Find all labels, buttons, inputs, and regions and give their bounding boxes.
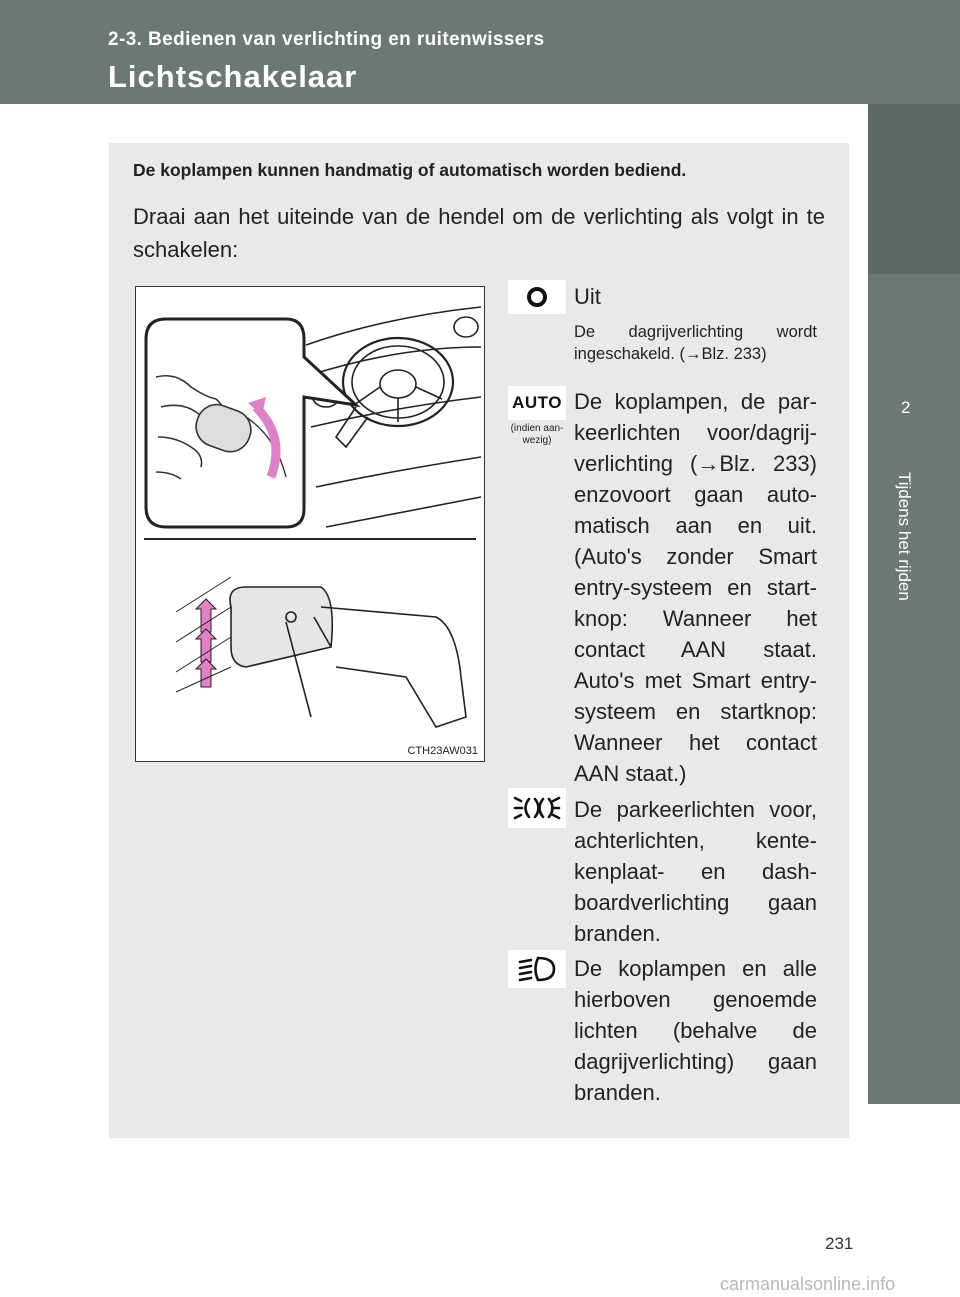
headlight-icon <box>516 954 558 984</box>
figure-code: CTH23AW031 <box>407 745 478 757</box>
light-switch-illustration <box>135 286 485 762</box>
parking-setting-description: De parkeerlichten voor, achterlichten, kente-kenplaat- en dash-boardverlichting gaan branden. <box>574 797 817 946</box>
intro-bold-text: De koplampen kunnen handmatig of automatisch worden bediend. <box>133 160 687 180</box>
parking-lights-icon <box>511 791 563 825</box>
chapter-side-tab-top <box>868 104 960 274</box>
auto-setting-description: De koplampen, de par-keerlichten voor/dagrij-verlichting (→Blz. 233) enzovoort gaan auto-matisch aan en uit. (Auto's zonder Smart entry-systeem en start-knop: Wanneer het contact AAN staat. Auto's met Smart entry-systeem en startknop: Wanneer het contact AAN staat.) <box>574 389 817 786</box>
page-title: Lichtschakelaar <box>108 59 358 94</box>
auto-setting-icon-note: (indien aan-wezig) <box>510 423 564 446</box>
watermark: carmanualsonline.info <box>720 1274 896 1294</box>
chapter-number: 2 <box>901 398 911 417</box>
off-icon <box>526 286 548 308</box>
intro-text: Draai aan het uiteinde van de hendel om de verlichting als volgt in te schakelen: <box>133 204 825 262</box>
page-header <box>0 0 960 104</box>
auto-icon: AUTO <box>512 393 562 412</box>
off-setting-icon-box <box>508 280 566 314</box>
headlight-setting-icon-box <box>508 950 566 988</box>
off-setting-title: Uit <box>574 284 601 309</box>
illustration-drawing <box>136 287 484 761</box>
section-label: 2-3. Bedienen van verlichting en ruitenwissers <box>108 29 545 50</box>
parking-setting-icon-box <box>508 788 566 828</box>
off-setting-note: De dagrijverlichting wordt ingeschakeld. (→Blz. 233) <box>574 323 817 363</box>
auto-setting-icon-box <box>508 386 566 420</box>
headlight-setting-description: De koplampen en alle hierboven genoemde lichten (behalve de dagrijverlichting) gaan branden. <box>574 956 817 1105</box>
chapter-label: Tijdens het rijden <box>895 472 914 601</box>
page-number: 231 <box>825 1234 854 1253</box>
